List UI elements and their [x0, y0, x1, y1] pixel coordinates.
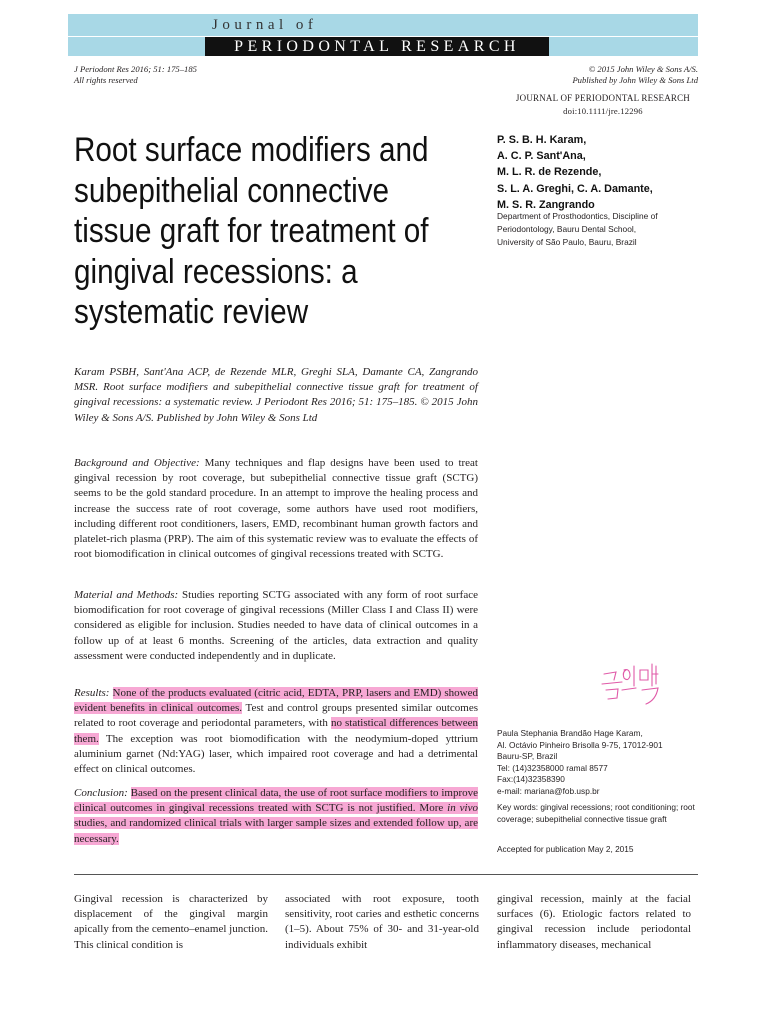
contact-line: Bauru-SP, Brazil	[497, 751, 558, 762]
article-title: Root surface modifiers and subepithelial connective tissue graft for treatment of gingival recessions: a systematic review	[74, 131, 429, 331]
keywords: Key words: gingival recessions; root conditioning; root coverage; subepithelial connective tissue graft	[497, 802, 695, 824]
affiliation-line: Department of Prosthodontics, Discipline of	[497, 211, 658, 221]
author-line: M. S. R. Zangrando	[497, 198, 595, 211]
contact-line: Paula Stephania Brandão Hage Karam,	[497, 728, 643, 738]
intro-column-3: gingival recession, mainly at the facial surfaces (6). Etiologic factors related to gingival recession include periodontal inflammatory diseases, mechanical	[497, 893, 691, 951]
results-highlight: None of the products evaluated (citric acid, EDTA, PRP, lasers and EMD) showed evident benefits in clinical outcomes.	[74, 687, 478, 715]
abstract-citation: Karam PSBH, Sant'Ana ACP, de Rezende MLR, Greghi SLA, Damante CA, Zangrando MSR. Root surface modifiers and subepithelial connective tissue graft for treatment of gingival recessions: a systematic review. J Periodont Res 2016; 51: 175–185. © 2015 John Wiley & Sons A/S. Published by John Wiley & Sons Ltd	[74, 366, 478, 424]
affiliation-line: Periodontology, Bauru Dental School,	[497, 224, 637, 234]
conclusion-label: Conclusion:	[74, 787, 128, 799]
citation-left-line: All rights reserved	[74, 75, 138, 85]
results-text: The exception was root biomodification with the neodymium-doped yttrium aluminium garnet (Nd:YAG) laser, which impaired root coverage and had a detrimental effect on clinical outcomes.	[74, 732, 478, 776]
background-text: Many techniques and flap designs have been used to treat gingival recession by root coverage, but subepithelial connective tissue graft (SCTG) seems to be the gold standard procedure. In an attempt to improve the healing process and increase the success rate of root coverage, some authors have used root modifiers, including different root conditioners, lasers, EMD, recombinant human growth factors and platelet-rich plasma (PRP). The aim of this systematic review was to evaluate the effects of root biomodification in clinical outcomes of gingival recessions treated with SCTG.	[74, 457, 478, 561]
citation-right	[572, 64, 698, 86]
affiliation-line: University of São Paulo, Bauru, Brazil	[497, 237, 637, 247]
citation-right-line: © 2015 John Wiley & Sons A/S.	[588, 64, 698, 74]
accepted-date: Accepted for publication May 2, 2015	[497, 844, 634, 854]
background-label: Background and Objective:	[74, 457, 200, 469]
masthead-band-top	[68, 14, 698, 36]
abstract-background	[74, 456, 478, 562]
conclusion-highlight: studies, and randomized clinical trials with larger sample sizes and extended follow up, are necessary.	[74, 817, 478, 845]
doi-link[interactable]: doi:10.1111/jre.12296	[563, 106, 643, 116]
section-divider	[74, 874, 698, 875]
results-highlight: no statistical differences between them.	[74, 717, 478, 745]
contact-line: Al. Octávio Pinheiro Brisolla 9-75, 17012-901	[497, 739, 663, 750]
abstract-methods	[74, 588, 478, 664]
journal-header-name: JOURNAL OF PERIODONTAL RESEARCH	[515, 93, 690, 103]
masthead-journal-name: PERIODONTAL RESEARCH	[205, 37, 549, 56]
methods-label: Material and Methods:	[74, 589, 179, 601]
abstract-conclusion	[74, 786, 478, 847]
author-line: P. S. B. H. Karam,	[497, 134, 587, 146]
citation-right-line: Published by John Wiley & Sons Ltd	[572, 75, 698, 85]
results-label: Results:	[74, 687, 110, 699]
correspondence-block	[497, 728, 707, 798]
citation-left	[74, 64, 197, 86]
intro-column-2: associated with root exposure, tooth sensitivity, root caries and esthetic concerns (1–5). About 75% of 30- and 31-year-old individuals exhibit	[285, 893, 479, 951]
handwritten-annotation	[600, 660, 664, 710]
author-line: S. L. A. Greghi, C. A. Damante,	[497, 182, 653, 195]
results-text: Test and control groups presented similar outcomes related to root coverage and periodontal parameters, with	[74, 702, 478, 730]
conclusion-highlight: Based on the present clinical data, the use of root surface modifiers to improve clinical outcomes in gingival recessions treated with SCTG is not justified. More	[74, 787, 478, 815]
conclusion-highlight-italic: in vivo	[447, 802, 478, 815]
affiliation	[497, 210, 697, 249]
citation-left-line: J Periodont Res 2016; 51: 175–185	[74, 64, 197, 74]
author-list	[497, 132, 653, 213]
intro-column-1: Gingival recession is characterized by displacement of the gingival margin apically from the cemento–enamel junction. This clinical condition is	[74, 893, 268, 951]
masthead-journal-of: Journal of	[212, 17, 318, 33]
methods-text: Studies reporting SCTG associated with any form of root surface biomodification for root coverage of gingival recessions (Miller Class I and Class II) were considered as eligible for inclusion. Studies needed to have data of clinical outcomes in a follow up of at least 6 months. Screening of the articles, data extraction and quality assessment were conducted independently and in duplicate.	[74, 589, 478, 662]
author-line: M. L. R. de Rezende,	[497, 166, 602, 179]
contact-line: Tel: (14)32358000 ramal 8577	[497, 762, 608, 773]
author-line: A. C. P. Sant'Ana,	[497, 150, 586, 163]
journal-header	[516, 93, 690, 116]
abstract-results	[74, 686, 478, 777]
contact-email[interactable]: e-mail: mariana@fob.usp.br	[497, 785, 600, 796]
contact-line: Fax:(14)32358390	[497, 774, 565, 785]
